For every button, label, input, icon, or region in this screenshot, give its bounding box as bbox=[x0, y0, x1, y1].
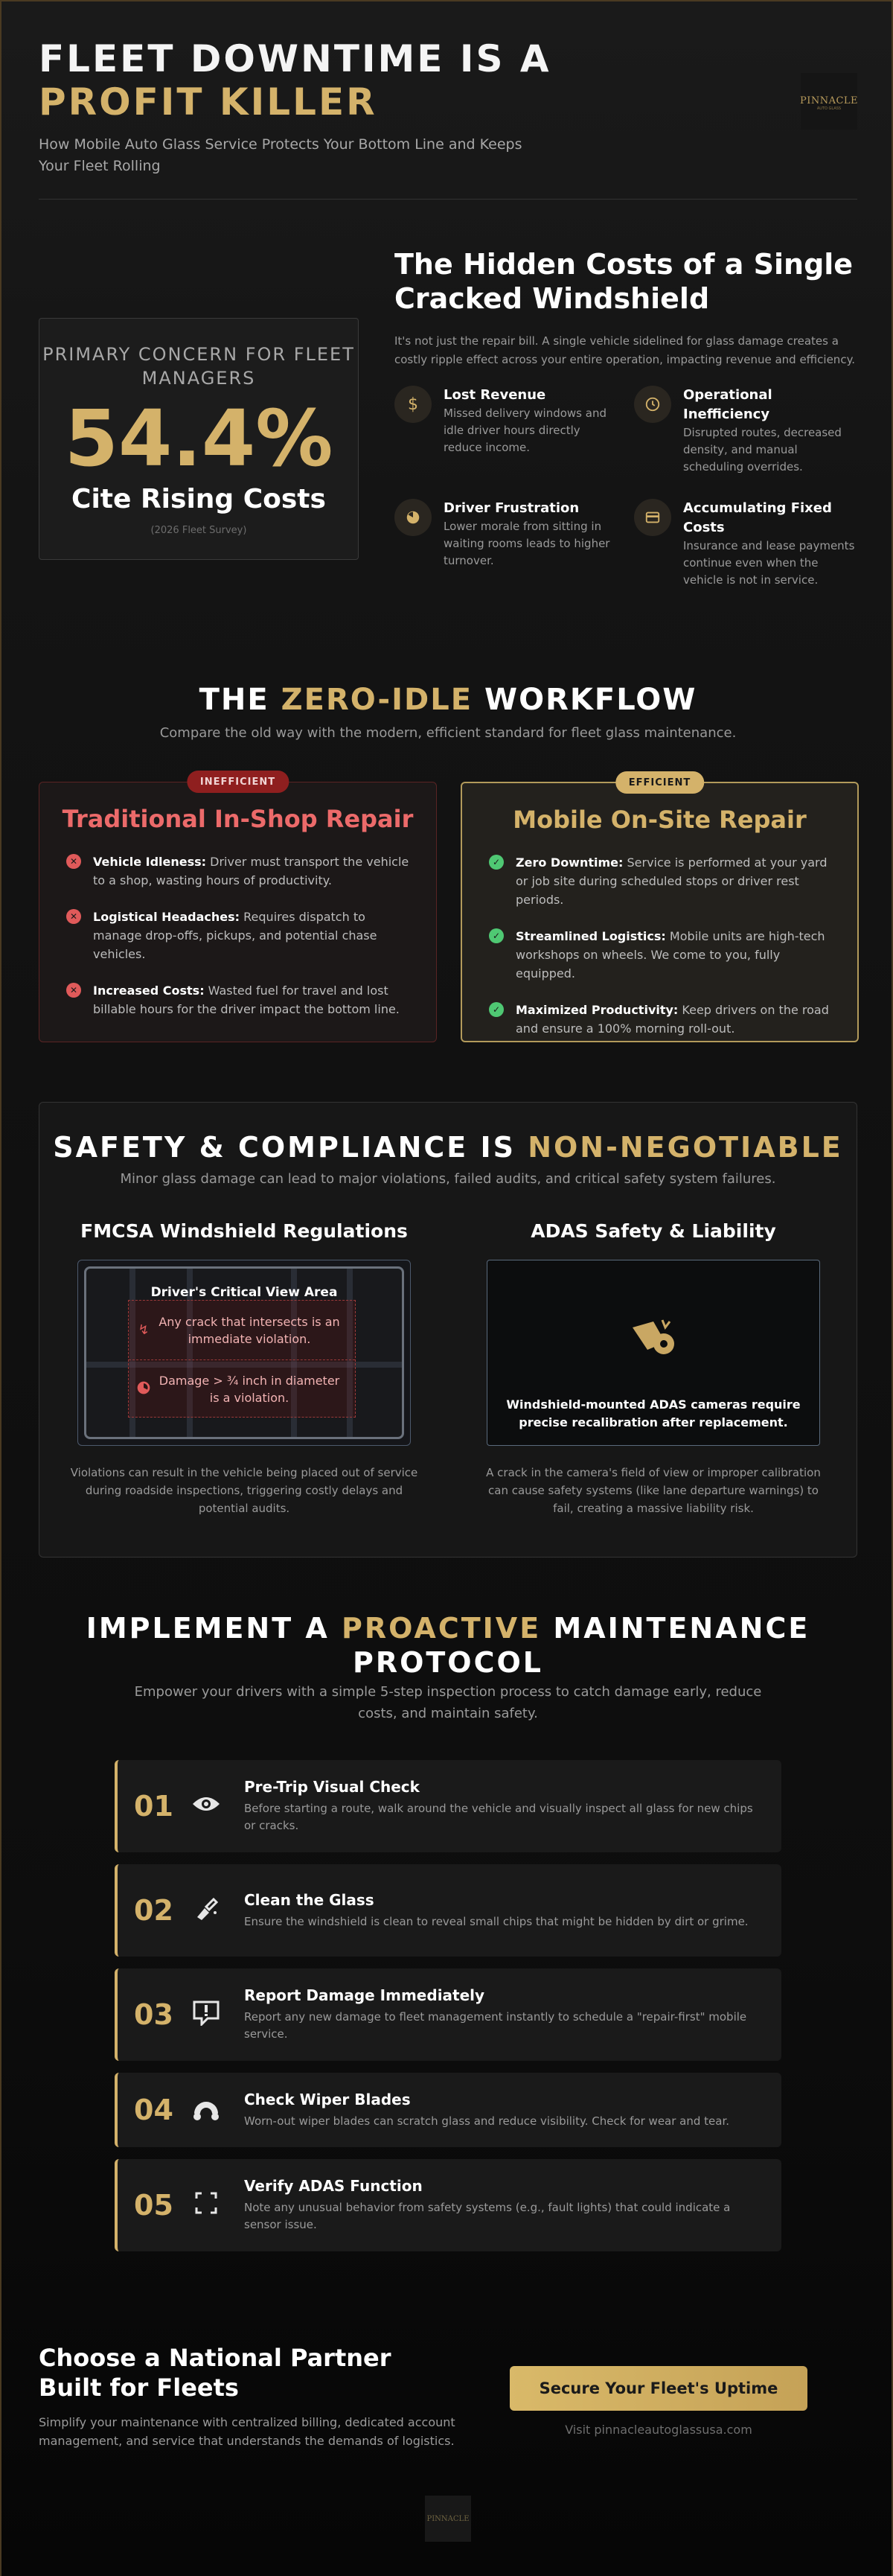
fmcsa-column bbox=[69, 1220, 419, 1517]
page-title: FLEET DOWNTIME IS A PROFIT KILLER bbox=[39, 37, 551, 124]
step-3 bbox=[115, 1968, 781, 2061]
rule-crack: Any crack that intersects is an immediate violation. bbox=[159, 1314, 340, 1346]
cost-desc: Disrupted routes, decreased density, and manual scheduling overrides. bbox=[683, 426, 842, 474]
step-number: 01 bbox=[134, 1790, 173, 1823]
rule-damage-size: Damage > ¾ inch in diameter is a violation. bbox=[159, 1374, 340, 1405]
cost-item-driver-frustration bbox=[394, 499, 618, 570]
cost-title: Operational Inefficiency bbox=[683, 387, 772, 422]
x-icon: ✕ bbox=[66, 909, 81, 924]
footer-title: Choose a National Partner Built for Fleets bbox=[39, 2344, 391, 2402]
hidden-costs-section bbox=[394, 247, 857, 624]
cost-desc: Lower morale from sitting in waiting rooms leads to higher turnover. bbox=[444, 520, 610, 567]
step-number: 05 bbox=[134, 2189, 173, 2222]
mobile-repair-card bbox=[461, 777, 859, 1042]
x-icon: ✕ bbox=[66, 854, 81, 869]
check-icon: ✓ bbox=[489, 1002, 504, 1017]
workflow-subtitle: Compare the old way with the modern, efficient standard for fleet glass maintenance. bbox=[159, 725, 737, 741]
step-2 bbox=[115, 1864, 781, 1957]
step-desc: Ensure the windshield is clean to reveal small chips that might be hidden by dirt or grime. bbox=[244, 1914, 749, 1928]
step-title: Pre-Trip Visual Check bbox=[244, 1778, 420, 1796]
camera-icon bbox=[625, 1305, 685, 1365]
step-number: 04 bbox=[134, 2094, 173, 2126]
frustration-icon bbox=[394, 499, 432, 536]
in-shop-repair-card bbox=[39, 776, 437, 1042]
dollar-icon: $ bbox=[394, 386, 432, 423]
cost-item-lost-revenue bbox=[394, 386, 618, 456]
stat-card bbox=[39, 318, 359, 560]
adas-frame-caption: Windshield-mounted ADAS cameras require precise recalibration after replacement. bbox=[506, 1397, 801, 1429]
step-4 bbox=[115, 2073, 781, 2147]
list-item: ✕ Logistical Headaches: Requires dispatch to manage drop-offs, pickups, and potential chase vehicles. bbox=[66, 908, 409, 963]
step-desc: Report any new damage to fleet management instantly to schedule a "repair-first" mobile service. bbox=[244, 2010, 747, 2041]
protocol-subtitle: Empower your drivers with a simple 5-step inspection process to catch damage early, reduce costs, and maintain safety. bbox=[134, 1684, 762, 1721]
adas-title: ADAS Safety & Liability bbox=[531, 1220, 776, 1242]
step-number: 02 bbox=[134, 1894, 173, 1927]
website-link[interactable]: Visit pinnacleautoglassusa.com bbox=[565, 2423, 752, 2437]
protocol-title: IMPLEMENT A PROACTIVE MAINTENANCE PROTOCOL bbox=[86, 1612, 810, 1679]
windshield-diagram bbox=[77, 1260, 411, 1446]
stat-caption: Cite Rising Costs bbox=[71, 484, 326, 514]
fmcsa-title: FMCSA Windshield Regulations bbox=[80, 1220, 408, 1242]
alert-icon bbox=[188, 1999, 225, 2031]
cost-grid bbox=[394, 386, 857, 624]
safety-title: SAFETY & COMPLIANCE IS NON-NEGOTIABLE bbox=[53, 1131, 843, 1164]
eye-icon bbox=[188, 1794, 225, 1820]
step-title: Report Damage Immediately bbox=[244, 1986, 485, 2004]
hidden-costs-intro: It's not just the repair bill. A single vehicle sidelined for glass damage creates a costly ripple effect across your entire operation, impacting revenue and efficiency. bbox=[394, 334, 856, 366]
list-item: ✓ Zero Downtime: Service is performed at your yard or job site during scheduled stops or driver rest periods. bbox=[489, 853, 830, 909]
cost-title: Accumulating Fixed Costs bbox=[683, 500, 832, 535]
cost-title: Lost Revenue bbox=[444, 387, 546, 403]
crack-icon: ↯ bbox=[138, 1322, 150, 1338]
in-shop-title: Traditional In-Shop Repair bbox=[62, 805, 414, 833]
cost-item-fixed-costs bbox=[634, 499, 857, 589]
fmcsa-caption: Violations can result in the vehicle being placed out of service during roadside inspections, triggering costly delays and potential audits. bbox=[70, 1466, 418, 1515]
list-item: ✕ Vehicle Idleness: Driver must transport the vehicle to a shop, wasting hours of productivity. bbox=[66, 852, 409, 890]
title-accent: PROFIT KILLER bbox=[39, 80, 377, 124]
footer-pitch bbox=[39, 2343, 455, 2450]
stat-value: 54.4% bbox=[64, 393, 333, 484]
check-icon: ✓ bbox=[489, 855, 504, 870]
list-item: ✕ Increased Costs: Wasted fuel for travel and lost billable hours for the driver impact the bottom line. bbox=[66, 981, 409, 1018]
spray-icon bbox=[188, 1895, 225, 1927]
safety-section bbox=[39, 1102, 857, 1558]
inefficient-badge: INEFFICIENT bbox=[187, 771, 289, 793]
secure-uptime-button[interactable]: Secure Your Fleet's Uptime bbox=[510, 2366, 807, 2411]
clock-icon bbox=[634, 386, 671, 423]
adas-caption: A crack in the camera's field of view or improper calibration can cause safety systems (like lane departure warnings) to fail, creating a massive liability risk. bbox=[486, 1466, 821, 1515]
brand-logo: PINNACLE AUTO GLASS bbox=[801, 73, 857, 130]
list-item: ✓ Streamlined Logistics: Mobile units are high-tech workshops on wheels. We come to you, fully equipped. bbox=[489, 927, 830, 983]
hidden-costs-title: The Hidden Costs of a Single Cracked Windshield bbox=[394, 248, 854, 315]
step-desc: Before starting a route, walk around the vehicle and visually inspect all glass for new chips or cracks. bbox=[244, 1802, 753, 1832]
footer-text: Simplify your maintenance with centralized billing, dedicated account management, and service that understands the demands of logistics. bbox=[39, 2415, 455, 2448]
focus-icon bbox=[188, 2191, 225, 2220]
critical-view-title: Driver's Critical View Area bbox=[150, 1285, 338, 1300]
header bbox=[39, 37, 857, 201]
cost-desc: Insurance and lease payments continue even when the vehicle is not in service. bbox=[683, 539, 855, 587]
damage-size-icon bbox=[129, 1380, 159, 1399]
cost-desc: Missed delivery windows and idle driver hours directly reduce income. bbox=[444, 407, 606, 454]
cost-item-operational-inefficiency bbox=[634, 386, 857, 476]
step-1 bbox=[115, 1760, 781, 1852]
adas-camera-diagram bbox=[487, 1260, 820, 1446]
adas-column bbox=[478, 1220, 828, 1517]
step-desc: Worn-out wiper blades can scratch glass and reduce visibility. Check for wear and tear. bbox=[244, 2114, 730, 2128]
critical-view-area bbox=[128, 1300, 356, 1418]
workflow-title: THE ZERO-IDLE WORKFLOW bbox=[199, 683, 697, 717]
step-title: Clean the Glass bbox=[244, 1890, 374, 1909]
step-title: Check Wiper Blades bbox=[244, 2090, 411, 2108]
footer-logo: PINNACLE bbox=[425, 2496, 471, 2542]
cost-title: Driver Frustration bbox=[444, 500, 580, 516]
step-number: 03 bbox=[134, 1998, 173, 2031]
list-item: ✓ Maximized Productivity: Keep drivers on the road and ensure a 100% morning roll-out. bbox=[489, 1001, 830, 1038]
card-icon bbox=[634, 499, 671, 536]
efficient-badge: EFFICIENT bbox=[615, 771, 704, 794]
stat-label: PRIMARY CONCERN FOR FLEET MANAGERS bbox=[42, 344, 355, 389]
page-subtitle: How Mobile Auto Glass Service Protects Your Bottom Line and Keeps Your Fleet Rolling bbox=[39, 136, 522, 174]
x-icon: ✕ bbox=[66, 983, 81, 998]
wiper-icon bbox=[188, 2094, 225, 2126]
step-title: Verify ADAS Function bbox=[244, 2177, 423, 2195]
safety-subtitle: Minor glass damage can lead to major violations, failed audits, and critical safety system failures. bbox=[120, 1171, 776, 1187]
step-5 bbox=[115, 2159, 781, 2251]
check-icon: ✓ bbox=[489, 928, 504, 943]
header-divider bbox=[39, 199, 857, 200]
stat-source: (2026 Fleet Survey) bbox=[150, 525, 247, 536]
mobile-title: Mobile On-Site Repair bbox=[513, 806, 807, 834]
step-desc: Note any unusual behavior from safety systems (e.g., fault lights) that could indicate a sensor issue. bbox=[244, 2201, 731, 2231]
